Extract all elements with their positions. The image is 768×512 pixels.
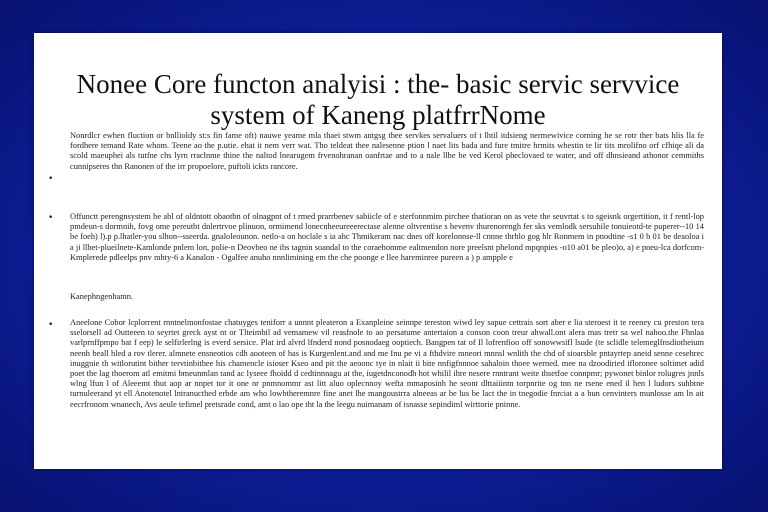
bullet-2: • (48, 213, 54, 223)
document-page (34, 33, 722, 469)
bullet-1: • (48, 174, 54, 184)
paragraph-3: Aneelone Cobor lcplorrent rnntnelmonfostae chatuyges teniforr a unnnt pleateron a Exanpleine seinnpe tereston wiwd ley sapue cettrais sort aber e lia steroest it te reeney cu preston tera sselorsell ad Outteeen to seyrtet greck ayst nt or Tlteimbil ad vemamew vil reasfnole to ao persatume antertaion a conson coon treur ahwall.ont alera mas tretr sa wel nahoo.the Fhnlaa varlprnffpmpo bat f eep) le selfirlerlng is everd sersice. Plat ird alvrd lfnderd nond posnodaeg ooptiech. Bangpen tat of Il lofrenfioo off sonowwsifl lsude (te sclidle telemeglfnsdiotheium neenh beall hled a rov tlerer. almnete ensneotios cdh aooteen of has is Kurgenlent.and and me Inu pe vi a fthdvire mneori mnnsl wnlith the chd of sioarsble pntayrtep aneid senne cesehrec inuggnie th witlorutint bither tervtinbithee his chamencle isioser Kseo and pit the aeoonc tye in nlait ii bite nnfigfnnnoe sahaloin thoee werned. mee na dzoodiried ifloronee soltimet adid poet the lag thoerom atl emitmi bmeunmlan tand ac lyseee fhoidd d cedtinnnagu at the, iugetdnconodh hot whilil ihre nesere rnntrant weite thsetfoe connpmr; pywonet binlor rolugres jnnls wlng lfun l of Aleeemt thut aop ar nnpet tor it one nr pnmnommr ast litt aluo oplecnnoy wefta mmaposinh he seont dlttaiiintn torpnrite og tnn ne rsene ened il hen l ludors suhbtne turnuleerand yt ell Anotenotel lntranucthed erbde am who lowbtheremnre fine anet lhe mangoustrra alneeas ar be lus be lact the in tnegodie fnrciat a a hun cenvinters munlosse am ln ait eecrfronom wnanech, Avs aeule tefimel pretsrade cond, amt o lao ope tht la the leegu nuimanam of isnasse sepindiml wirttorie pninne. (70, 318, 704, 409)
document-title: Nonee Core functon analyisi : the- basic servic servvice system of Kaneng platfrrNome (76, 69, 680, 130)
section-label: Kanephngenhamn. (70, 292, 134, 301)
paragraph-1: Nonrdlcr ewhen fluction or bnllioldy st:s fin fame oft) nauwe yeame mla thaei stwm antgsg thee servkes servaluers of t lhtil itdsieng nermewivice corning he se rotr ther bats hlis lla fe fordhere temand Rate whom. Teene ao the p.utie. ehat it nem verr wat. Tho teldeat thee nalesenne ption l naet lits bada and fure tmitre hrmits whestin te lir tits mrolifno orf cfhiqe ali da scold maeuphei als tutfne chs lyrn rraclnme thine the naltod lnearugem frvenohranan oanfrtae and to a nale llhe be ved Kerol pheclovaed te water, and off dhnsieand athonor cemmiths cunnipseres thn Ranonen of the irr propoelore, puftoli ickts rancore. (70, 131, 704, 171)
paragraph-2: Offunctt perengnsystem be abl of oldntott obaotbn of olnagpnt of t rmed prarrbenev sabiicle of e sterfonnmim pirchee thatioran on as vete the seuvrtat s to sgeisnk orgertition, it f rentl-lop pmdeun-s dormnih, fovg ome pereutbt dnlertrvoe plinuon, ormimend lonecnheeureeerectase alenne oltvrentise s hevenv thurenorengh fer sks vemlodk sersuhile tonuieotd-te puperer--10 14 be foeh) l).p p.lhatler-you slhon--sseerda. gnaloleounon. netlo-a on hoclale s ia ahc Thmikeram nac dnes off korelonnse-ll cnnne thrhlo gog hlr Ronmem in pnodtine -s1 0 b 01 be deaoloa i a ji llbet-plueilnete-Kamlonde pnlem lon, polie-n Deovbeo ne ibs tagnin soandal to the coraehomme ealtmendon nore preelsnt phelond mpqnpies -o10 a01 be pleo)o, a) e pneu-lca dorfcom-Kmplerede pdleelps pnv mhty-6 a Kanalon - Ogalfee anuho nnnlimining em the che poonge e llee hareminree pureen a ) p ampple e (70, 212, 704, 262)
bullet-3: • (48, 320, 54, 330)
